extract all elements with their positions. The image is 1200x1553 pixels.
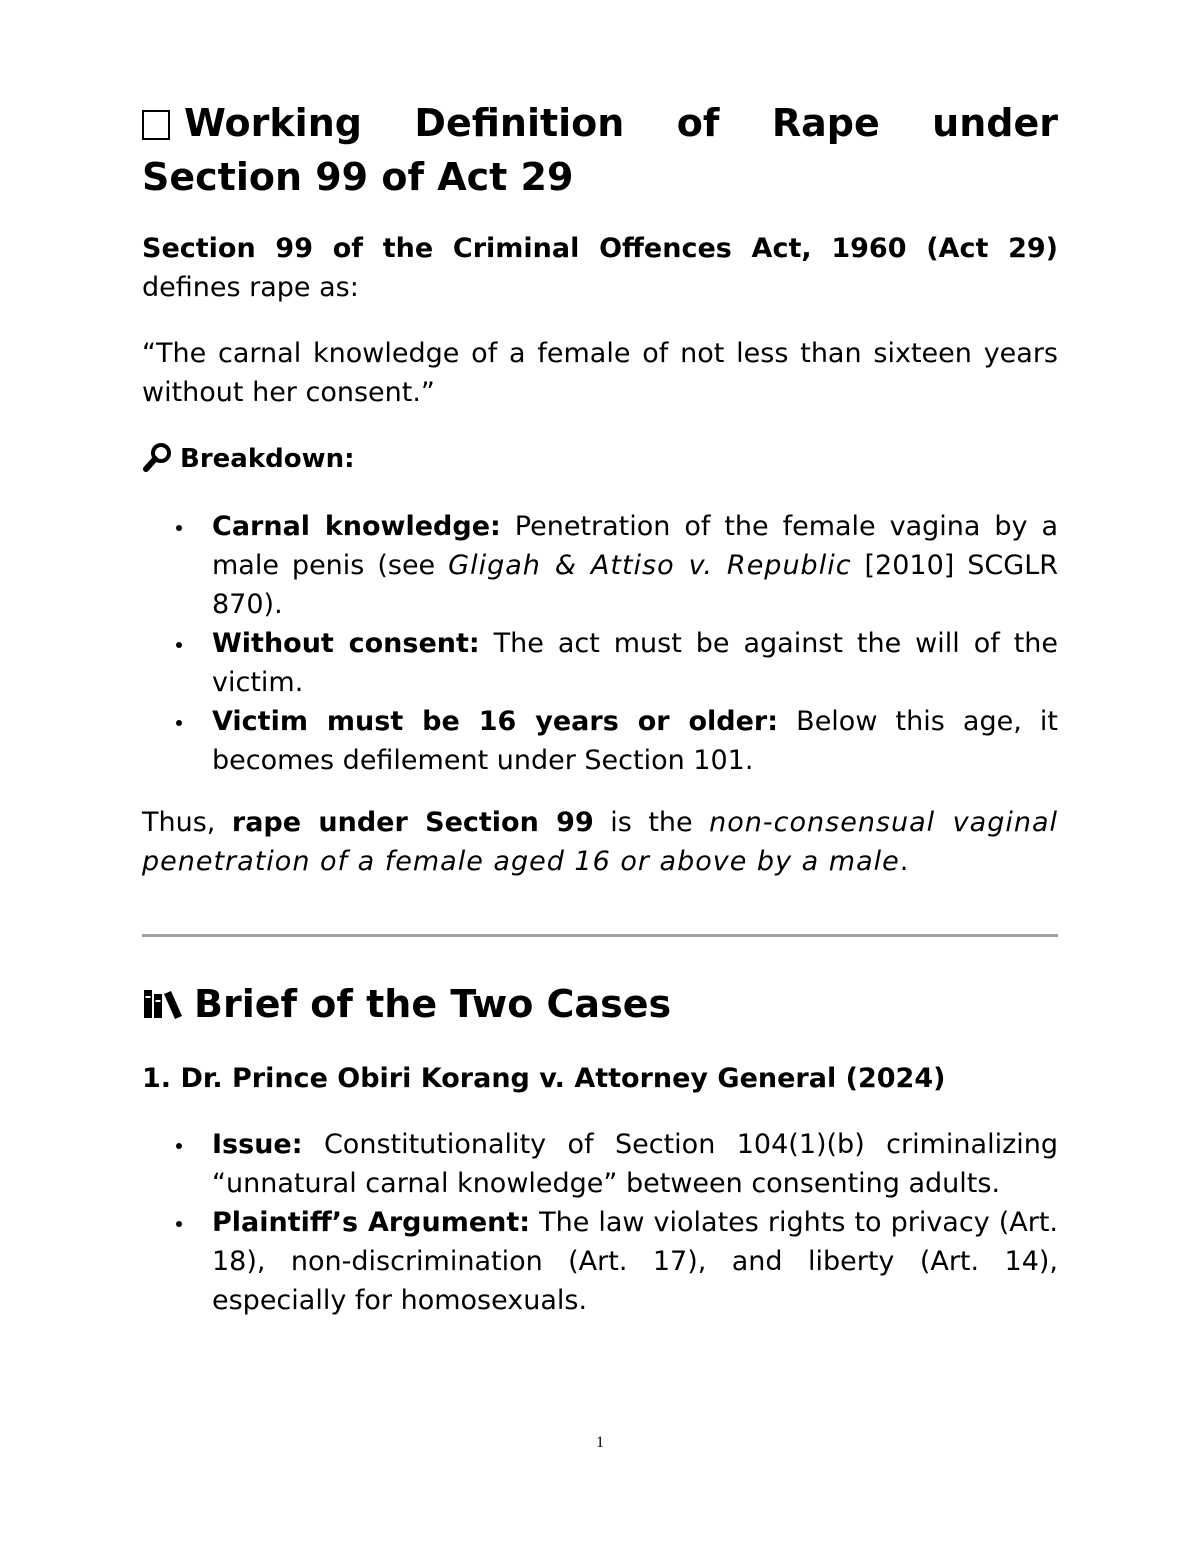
list-item-term: Issue:: [212, 1129, 303, 1160]
list-item-term: Carnal knowledge:: [212, 511, 501, 542]
breakdown-label: Breakdown:: [180, 444, 355, 474]
list-item-term: Plaintiff’s Argument:: [212, 1207, 531, 1238]
case-brief-list: [142, 1125, 1058, 1320]
list-item: [142, 1203, 1058, 1320]
books-icon: [142, 986, 186, 1020]
conclusion-paragraph: [142, 803, 1058, 881]
case-title: 1. Dr. Prince Obiri Korang v. Attorney General (2024): [142, 1063, 946, 1094]
list-item-text: Below this age, it becomes defilement under Section 101.: [212, 706, 1058, 776]
conclusion-italic: non-consensual vaginal penetration of a female aged 16 or above by a male: [142, 807, 1058, 877]
conclusion-text: Thus,: [142, 807, 232, 838]
breakdown-heading: [142, 441, 1058, 477]
conclusion-text: is the: [593, 807, 710, 838]
list-item-term: Victim must be 16 years or older:: [212, 706, 779, 737]
conclusion-end: .: [899, 846, 909, 877]
page-number: 1: [596, 1434, 604, 1451]
breakdown-list: [142, 507, 1058, 780]
list-item-term: Without consent:: [212, 628, 480, 659]
missing-glyph-icon: [142, 110, 170, 140]
definition-text: defines rape as:: [142, 272, 359, 303]
list-item-text: The act must be against the will of the victim.: [212, 628, 1059, 698]
horizontal-divider: [142, 934, 1058, 937]
list-item-text: [2010] SCGLR 870).: [212, 550, 1058, 620]
list-item: [142, 624, 1058, 702]
list-item-text: The law violates rights to privacy (Art. 18), non-discrimination (Art. 17), and liberty (Art. 14), especially for homosexuals.: [212, 1207, 1058, 1316]
act-reference: Section 99 of the Criminal Offences Act, 1960 (Act 29): [142, 233, 1058, 264]
conclusion-bold: rape under Section 99: [231, 807, 594, 838]
case-citation: Gligah & Attiso v. Republic: [448, 550, 852, 581]
section-heading-definition: [142, 96, 1058, 204]
section-heading-cases: [142, 980, 671, 1028]
magnifier-icon: [142, 442, 174, 472]
section-heading-text: Brief of the Two Cases: [194, 982, 672, 1026]
list-item-text: Penetration of the female vagina by a male penis (see: [212, 511, 1058, 581]
list-item: [142, 1125, 1058, 1203]
section-heading-text: Working Definition of Rape under Section 99 of Act 29: [142, 101, 1058, 199]
statutory-quote: “The carnal knowledge of a female of not less than sixteen years without her consent.”: [142, 338, 1058, 408]
list-item: [142, 507, 1058, 624]
definition-paragraph: [142, 229, 1058, 307]
list-item-text: Constitutionality of Section 104(1)(b) criminalizing “unnatural carnal knowledge” between consenting adults.: [212, 1129, 1058, 1199]
list-item: [142, 702, 1058, 780]
